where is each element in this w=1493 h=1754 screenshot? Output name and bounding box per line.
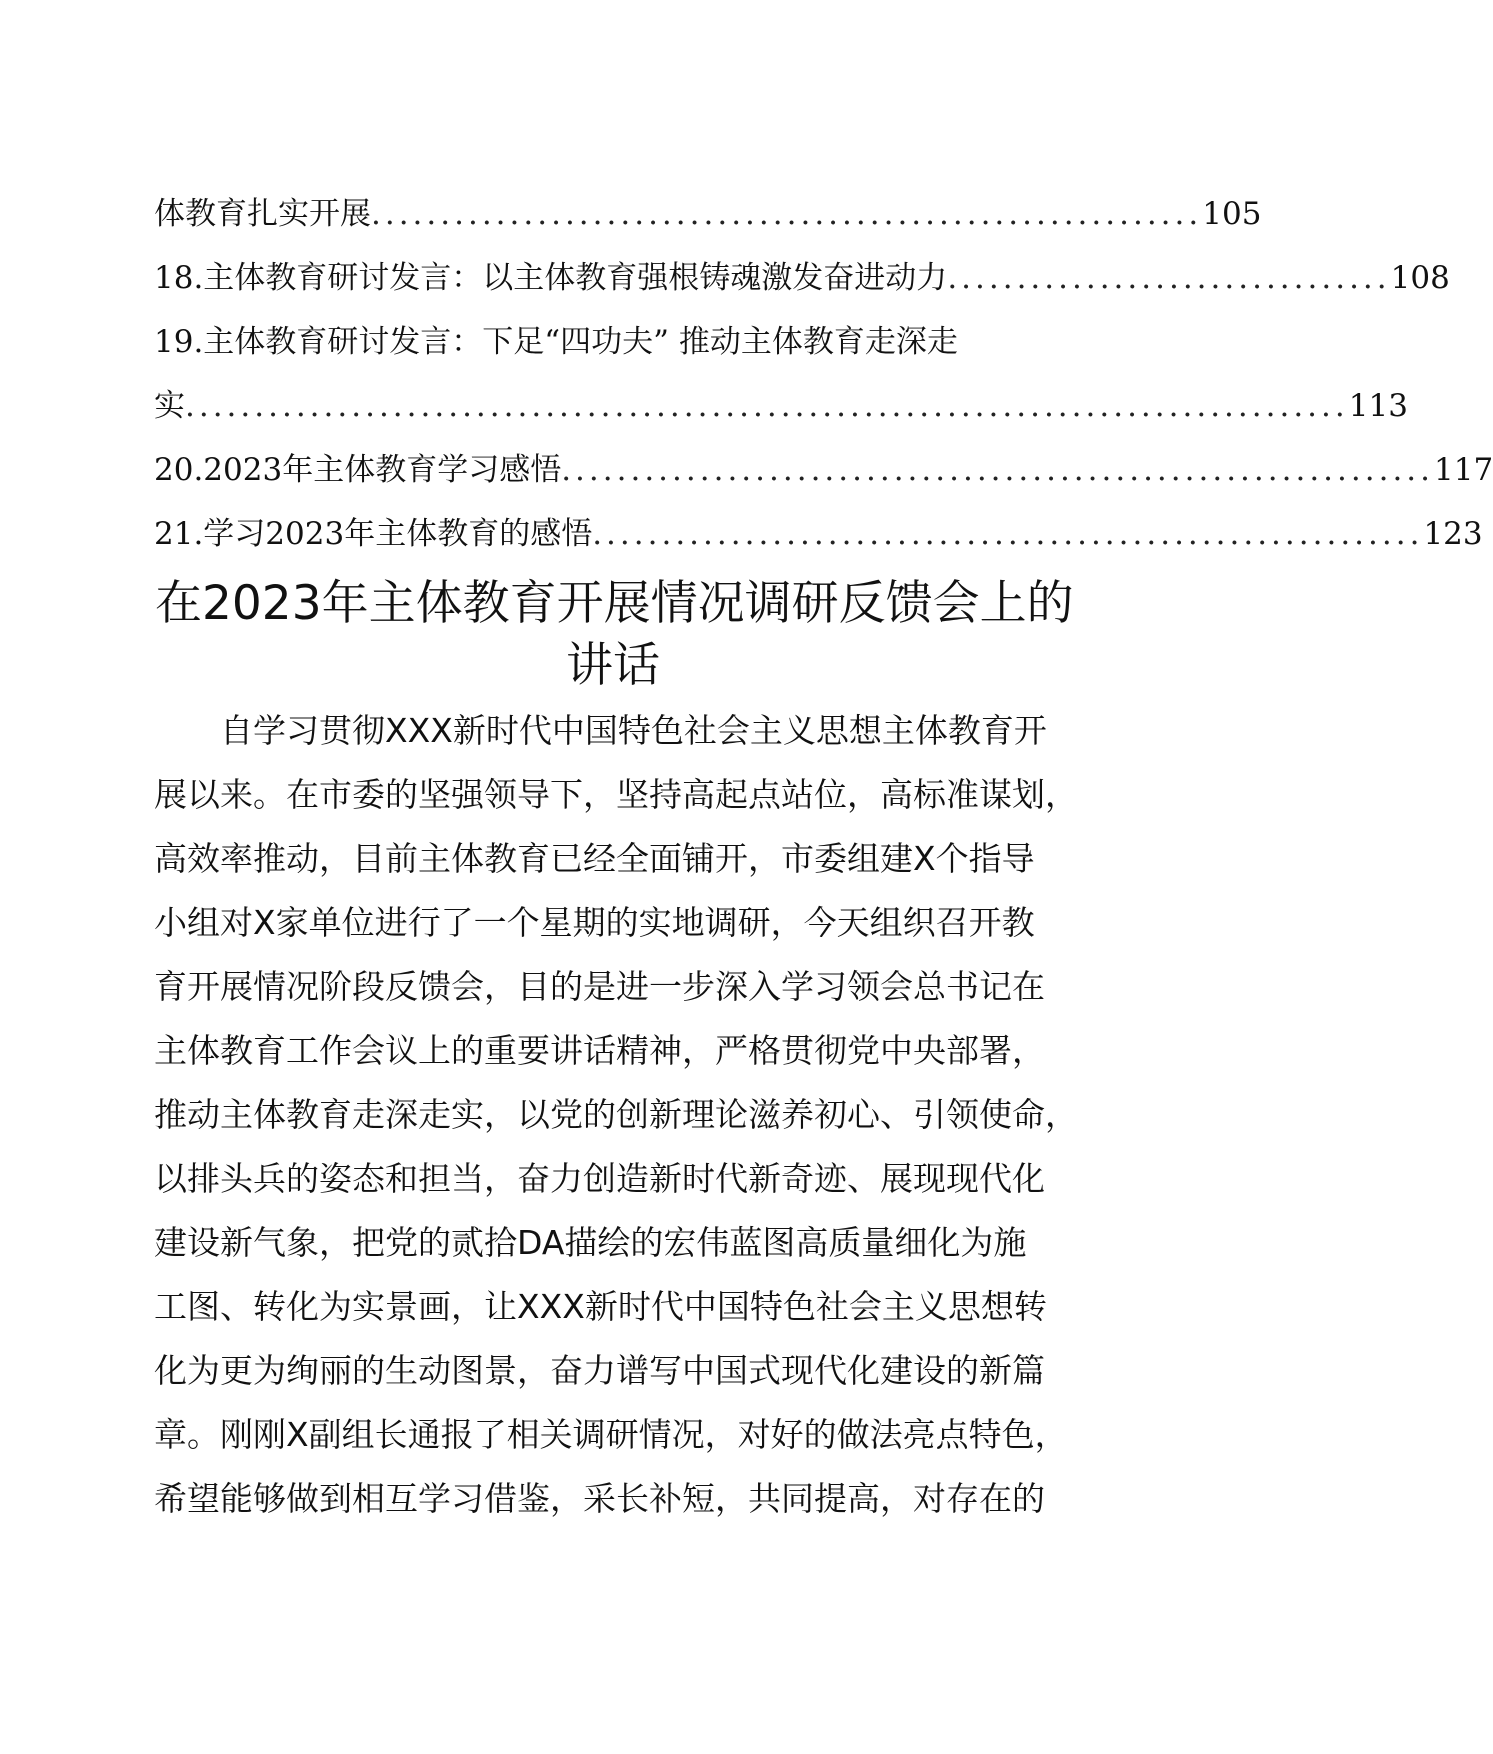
toc-entry-title: 21.学习2023年主体教育的感悟 <box>154 516 593 552</box>
toc-entry-page: 113 <box>1348 388 1408 424</box>
body-line: 自学习贯彻XXX新时代中国特色社会主义思想主体教育开 <box>220 711 1047 750</box>
toc-entry <box>154 386 1408 426</box>
body-line: 主体教育工作会议上的重要讲话精神，严格贯彻党中央部署， <box>154 1031 1045 1070</box>
toc-entry <box>154 514 1483 554</box>
toc-entry-page: 123 <box>1423 516 1483 552</box>
toc-entry-leader: ................................ <box>947 260 1391 296</box>
article-title-line-1: 在2023年主体教育开展情况调研反馈会上的 <box>155 576 1074 631</box>
body-line: 育开展情况阶段反馈会，目的是进一步深入学习领会总书记在 <box>154 967 1045 1006</box>
toc-entry <box>154 450 1493 490</box>
toc-entry <box>154 322 1264 362</box>
toc-entry-title: 18.主体教育研讨发言：以主体教育强根铸魂激发奋进动力 <box>154 260 948 296</box>
body-line: 章。刚刚X副组长通报了相关调研情况，对好的做法亮点特色， <box>154 1415 1068 1454</box>
toc-entry-page: 108 <box>1390 260 1450 296</box>
article-title-line-2: 讲话 <box>566 638 660 693</box>
body-line: 推动主体教育走深走实，以党的创新理论滋养初心、引领使命， <box>154 1095 1078 1134</box>
body-line: 小组对X家单位进行了一个星期的实地调研，今天组织召开教 <box>154 903 1035 942</box>
toc-entry-title: 20.2023年主体教育学习感悟 <box>154 452 562 488</box>
toc-entry-leader: .................................................................................... <box>185 388 1349 424</box>
body-line: 建设新气象，把党的贰拾DA描绘的宏伟蓝图高质量细化为施 <box>154 1223 1027 1262</box>
toc-entry-page: 105 <box>1202 196 1262 232</box>
toc-entry-leader: ............................................................ <box>592 516 1424 552</box>
body-line: 高效率推动，目前主体教育已经全面铺开，市委组建X个指导 <box>154 839 1035 878</box>
body-line: 化为更为绚丽的生动图景，奋力谱写中国式现代化建设的新篇 <box>154 1351 1045 1390</box>
body-line: 展以来。在市委的坚强领导下，坚持高起点站位，高标准谋划， <box>154 775 1078 814</box>
body-line: 希望能够做到相互学习借鉴，采长补短，共同提高，对存在的 <box>154 1479 1045 1518</box>
toc-entry-leader: ............................................................... <box>561 452 1435 488</box>
toc-entry-page: 117 <box>1434 452 1493 488</box>
toc-entry <box>154 258 1450 298</box>
toc-entry-title: 实 <box>154 388 185 424</box>
toc-entry-leader: ............................................................ <box>371 196 1203 232</box>
toc-entry <box>154 194 1264 234</box>
toc-entry-title: 体教育扎实开展 <box>154 196 371 232</box>
body-line: 工图、转化为实景画，让XXX新时代中国特色社会主义思想转 <box>154 1287 1047 1326</box>
toc-entry-title: 19.主体教育研讨发言：下足“四功夫” 推动主体教育走深走 <box>154 324 958 360</box>
body-line: 以排头兵的姿态和担当，奋力创造新时代新奇迹、展现现代化 <box>154 1159 1045 1198</box>
